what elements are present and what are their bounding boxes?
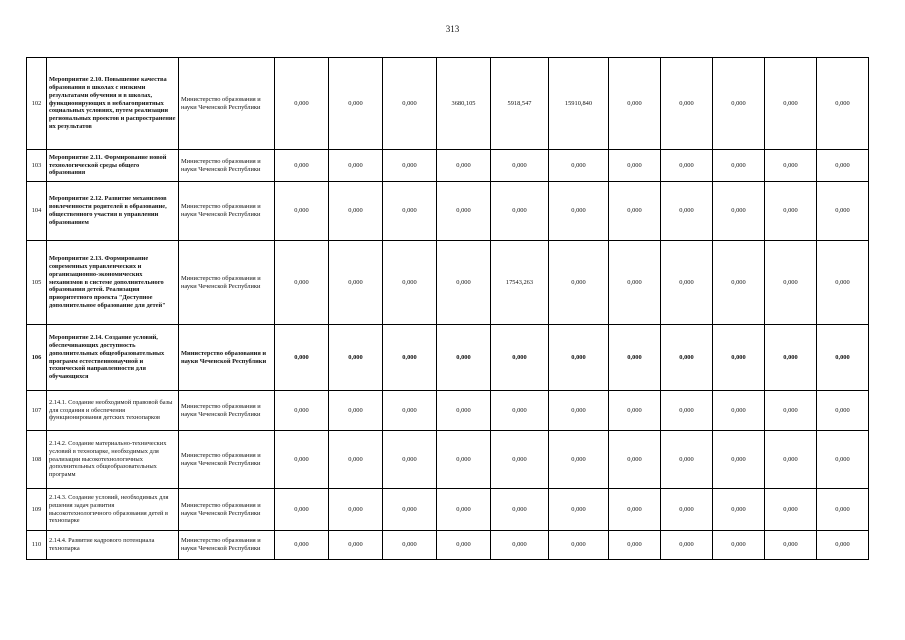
value-cell: 0,000 (609, 489, 661, 531)
executor: Министерство образования и науки Чеченской Республики (179, 391, 275, 431)
row-number: 104 (27, 182, 47, 241)
value-cell: 0,000 (549, 489, 609, 531)
value-cell: 0,000 (609, 391, 661, 431)
activity-name: Мероприятие 2.14. Создание условий, обеспечивающих доступность дополнительных общеобразовательных программ естественнонаучной и технической направленности для обучающихся (47, 325, 179, 391)
value-cell: 0,000 (713, 241, 765, 325)
value-cell: 0,000 (275, 150, 329, 182)
row-number: 109 (27, 489, 47, 531)
executor: Министерство образования и науки Чеченской Республики (179, 489, 275, 531)
budget-table (26, 57, 869, 560)
page-number: 313 (445, 24, 460, 34)
value-cell: 0,000 (609, 325, 661, 391)
value-cell: 0,000 (383, 391, 437, 431)
row-number: 102 (27, 58, 47, 150)
value-cell: 0,000 (713, 531, 765, 560)
row-number: 107 (27, 391, 47, 431)
value-cell: 0,000 (765, 241, 817, 325)
executor: Министерство образования и науки Чеченской Республики (179, 325, 275, 391)
value-cell: 5918,547 (491, 58, 549, 150)
value-cell: 0,000 (765, 182, 817, 241)
value-cell: 0,000 (661, 531, 713, 560)
value-cell: 0,000 (549, 182, 609, 241)
value-cell: 0,000 (329, 489, 383, 531)
value-cell: 0,000 (437, 182, 491, 241)
value-cell: 0,000 (491, 489, 549, 531)
value-cell: 0,000 (549, 531, 609, 560)
row-number: 108 (27, 431, 47, 489)
row-number: 110 (27, 531, 47, 560)
value-cell: 0,000 (817, 391, 869, 431)
table-row (27, 531, 869, 560)
table-row (27, 241, 869, 325)
value-cell: 0,000 (491, 325, 549, 391)
value-cell: 0,000 (383, 150, 437, 182)
table-row (27, 325, 869, 391)
value-cell: 0,000 (661, 431, 713, 489)
value-cell: 0,000 (817, 241, 869, 325)
value-cell: 0,000 (383, 325, 437, 391)
value-cell: 3680,105 (437, 58, 491, 150)
value-cell: 0,000 (661, 489, 713, 531)
value-cell: 0,000 (661, 58, 713, 150)
executor: Министерство образования и науки Чеченской Республики (179, 241, 275, 325)
value-cell: 0,000 (491, 431, 549, 489)
value-cell: 0,000 (437, 431, 491, 489)
value-cell: 0,000 (437, 150, 491, 182)
value-cell: 0,000 (661, 182, 713, 241)
table-row (27, 150, 869, 182)
value-cell: 17543,263 (491, 241, 549, 325)
value-cell: 0,000 (275, 489, 329, 531)
value-cell: 0,000 (817, 325, 869, 391)
value-cell: 0,000 (275, 431, 329, 489)
value-cell: 0,000 (491, 182, 549, 241)
table-row (27, 58, 869, 150)
value-cell: 0,000 (383, 241, 437, 325)
value-cell: 0,000 (817, 150, 869, 182)
executor: Министерство образования и науки Чеченской Республики (179, 182, 275, 241)
value-cell: 0,000 (817, 531, 869, 560)
row-number: 105 (27, 241, 47, 325)
activity-name: Мероприятие 2.11. Формирование новой технологической среды общего образования (47, 150, 179, 182)
value-cell: 0,000 (549, 241, 609, 325)
value-cell: 0,000 (491, 150, 549, 182)
value-cell: 0,000 (609, 431, 661, 489)
value-cell: 0,000 (549, 325, 609, 391)
table-row (27, 489, 869, 531)
value-cell: 0,000 (765, 489, 817, 531)
value-cell: 0,000 (609, 150, 661, 182)
table-row (27, 391, 869, 431)
table-row (27, 182, 869, 241)
value-cell: 0,000 (329, 150, 383, 182)
value-cell: 0,000 (765, 150, 817, 182)
activity-name: Мероприятие 2.13. Формирование современных управленческих и организационно-экономических механизмов в системе дополнительного образования детей. Реализация приоритетного проекта "Доступное дополнительное образование для детей" (47, 241, 179, 325)
executor: Министерство образования и науки Чеченской Республики (179, 58, 275, 150)
value-cell: 0,000 (329, 241, 383, 325)
value-cell: 0,000 (383, 182, 437, 241)
value-cell: 0,000 (329, 325, 383, 391)
executor: Министерство образования и науки Чеченской Республики (179, 431, 275, 489)
value-cell: 0,000 (765, 58, 817, 150)
value-cell: 0,000 (609, 241, 661, 325)
value-cell: 0,000 (713, 489, 765, 531)
activity-name: 2.14.4. Развитие кадрового потенциала технопарка (47, 531, 179, 560)
row-number: 103 (27, 150, 47, 182)
value-cell: 0,000 (713, 58, 765, 150)
value-cell: 0,000 (549, 150, 609, 182)
value-cell: 0,000 (491, 391, 549, 431)
activity-name: 2.14.1. Создание необходимой правовой базы для создания и обеспечения функционирования детских технопарков (47, 391, 179, 431)
activity-name: Мероприятие 2.12. Развитие механизмов вовлеченности родителей в образование, общественного участия в управлении образованием (47, 182, 179, 241)
value-cell: 0,000 (437, 325, 491, 391)
activity-name: 2.14.2. Создание материально-технических условий в технопарке, необходимых для реализации высокотехнологичных дополнительных общеобразовательных программ (47, 431, 179, 489)
value-cell: 0,000 (549, 431, 609, 489)
value-cell: 0,000 (329, 391, 383, 431)
value-cell: 0,000 (437, 241, 491, 325)
value-cell: 0,000 (329, 58, 383, 150)
value-cell: 15910,840 (549, 58, 609, 150)
value-cell: 0,000 (383, 58, 437, 150)
value-cell: 0,000 (549, 391, 609, 431)
executor: Министерство образования и науки Чеченской Республики (179, 531, 275, 560)
value-cell: 0,000 (609, 531, 661, 560)
value-cell: 0,000 (713, 391, 765, 431)
value-cell: 0,000 (491, 531, 549, 560)
value-cell: 0,000 (713, 325, 765, 391)
value-cell: 0,000 (661, 241, 713, 325)
executor: Министерство образования и науки Чеченской Республики (179, 150, 275, 182)
value-cell: 0,000 (713, 431, 765, 489)
value-cell: 0,000 (275, 531, 329, 560)
value-cell: 0,000 (765, 431, 817, 489)
value-cell: 0,000 (329, 431, 383, 489)
value-cell: 0,000 (329, 182, 383, 241)
value-cell: 0,000 (437, 489, 491, 531)
value-cell: 0,000 (275, 182, 329, 241)
value-cell: 0,000 (765, 325, 817, 391)
value-cell: 0,000 (661, 325, 713, 391)
value-cell: 0,000 (817, 489, 869, 531)
value-cell: 0,000 (329, 531, 383, 560)
value-cell: 0,000 (713, 182, 765, 241)
value-cell: 0,000 (817, 431, 869, 489)
value-cell: 0,000 (765, 391, 817, 431)
value-cell: 0,000 (383, 431, 437, 489)
value-cell: 0,000 (437, 391, 491, 431)
value-cell: 0,000 (817, 58, 869, 150)
value-cell: 0,000 (275, 241, 329, 325)
value-cell: 0,000 (437, 531, 491, 560)
value-cell: 0,000 (661, 150, 713, 182)
value-cell: 0,000 (609, 58, 661, 150)
value-cell: 0,000 (275, 325, 329, 391)
value-cell: 0,000 (275, 391, 329, 431)
value-cell: 0,000 (817, 182, 869, 241)
value-cell: 0,000 (383, 489, 437, 531)
activity-name: 2.14.3. Создание условий, необходимых для решения задач развития высокотехнологичного образования детей в технопарке (47, 489, 179, 531)
value-cell: 0,000 (661, 391, 713, 431)
value-cell: 0,000 (383, 531, 437, 560)
row-number: 106 (27, 325, 47, 391)
value-cell: 0,000 (609, 182, 661, 241)
table-row (27, 431, 869, 489)
value-cell: 0,000 (765, 531, 817, 560)
value-cell: 0,000 (713, 150, 765, 182)
activity-name: Мероприятие 2.10. Повышение качества образования в школах с низкими результатами обучения и в школах, функционирующих в неблагоприятных социальных условиях, путем реализации региональных проектов и распространение их результатов (47, 58, 179, 150)
value-cell: 0,000 (275, 58, 329, 150)
